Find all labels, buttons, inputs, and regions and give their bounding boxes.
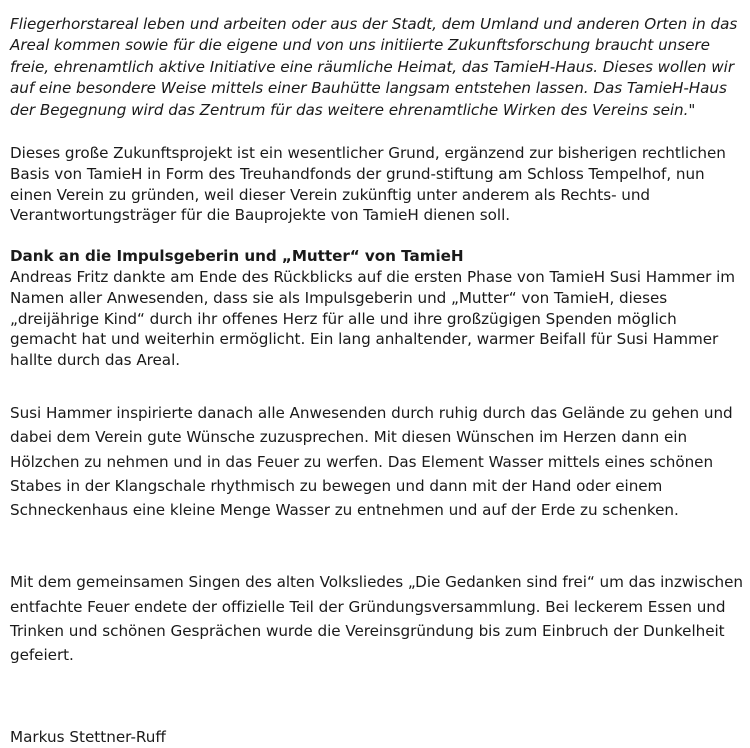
quote-paragraph: Fliegerhorstareal leben und arbeiten oder aus der Stadt, dem Umland und anderen Orten in das Areal kommen sowie für die eigene und von uns initiierte Zukunftsforschung braucht unsere freie, ehrenamtlich aktive Initiative eine räumliche Heimat, das TamieH-Haus. Dieses wollen wir auf eine besondere Weise mittels einer Bauhütte langsam entstehen lassen. Das TamieH-Haus der Begegnung wird das Zentrum für das weitere ehrenamtliche Wirken des Vereins sein." <box>10 15 738 119</box>
basis-paragraph: Dieses große Zukunftsprojekt ist ein wesentlicher Grund, ergänzend zur bisherigen rechtlichen Basis von TamieH in Form des Treuhandfonds der grund-stiftung am Schloss Tempelhof, nun einen Verein zu gründen, weil dieser Verein zukünftig unter anderem als Rechts- und Verantwortungsträger für die Bauprojekte von TamieH dienen soll. <box>10 144 726 225</box>
thanks-heading: Dank an die Impulsgeberin und „Mutter“ von TamieH <box>10 247 464 266</box>
singing-paragraph: Mit dem gemeinsamen Singen des alten Volksliedes „Die Gedanken sind frei“ um das inzwischen entfachte Feuer endete der offizielle Teil der Gründungsversammlung. Bei leckerem Essen und Trinken und schönen Gesprächen wurde die Vereinsgründung bis zum Einbruch der Dunkelheit gefeiert. <box>10 573 743 665</box>
ritual-paragraph: Susi Hammer inspirierte danach alle Anwesenden durch ruhig durch das Gelände zu gehen und dabei dem Verein gute Wünsche zuzusprechen. Mit diesen Wünschen im Herzen dann ein Hölzchen zu nehmen und in das Feuer zu werfen. Das Element Wasser mittels eines schönen Stabes in der Klangschale rhythmisch zu bewegen und dann mit der Hand oder einem Schneckenhaus eine kleine Menge Wasser zu entnehmen und auf der Erde zu schenken. <box>10 404 733 520</box>
thanks-paragraph: Andreas Fritz dankte am Ende des Rückblicks auf die ersten Phase von TamieH Susi Hammer im Namen aller Anwesenden, dass sie als Impulsgeberin und „Mutter“ von TamieH, dieses „dreijährige Kind“ durch ihr offenes Herz für alle und ihre großzügigen Spenden möglich gemacht hat und weiterhin ermöglicht. Ein lang anhaltender, warmer Beifall für Susi Hammer hallte durch das Areal. <box>10 268 736 370</box>
article-body <box>10 14 746 748</box>
author-signature: Markus Stettner-Ruff <box>10 727 166 746</box>
thanks-section <box>10 246 746 371</box>
